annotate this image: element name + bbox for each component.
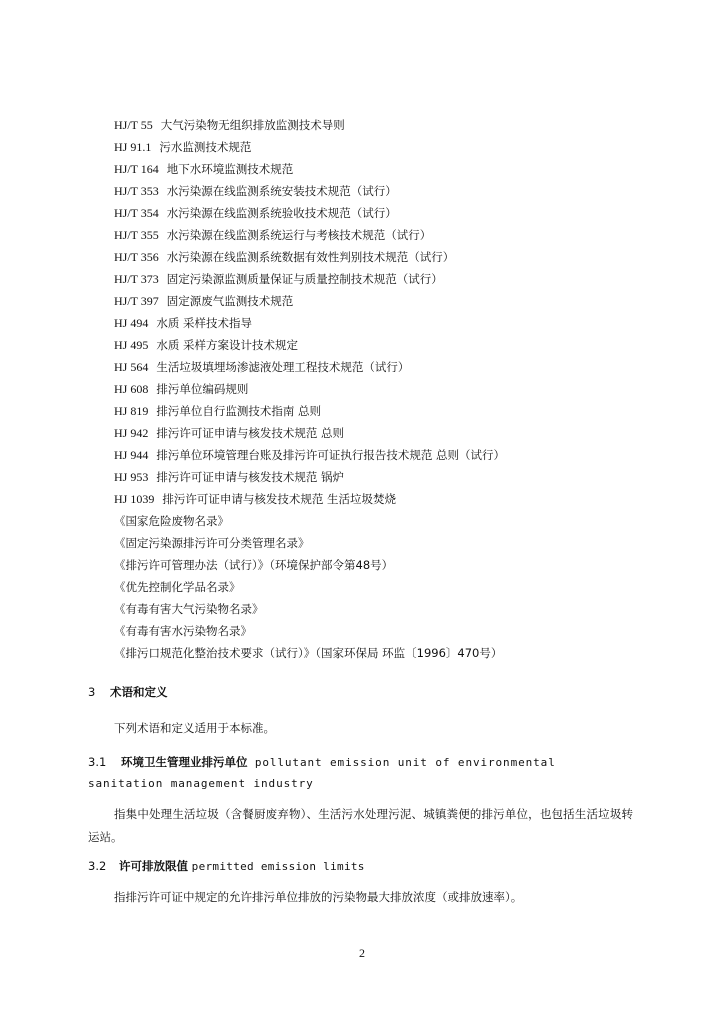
standard-code: HJ/T 373 [114,272,159,286]
term-name-en: pollutant emission unit of environmental sanitation management industry [88,756,556,790]
standard-code: HJ/T 354 [114,206,159,220]
document-title: 《有毒有害大气污染物名录》 [114,602,264,616]
reference-standard-item [114,158,674,180]
reference-document-item [114,554,674,576]
reference-standard-item [114,290,674,312]
standard-code: HJ/T 355 [114,228,159,242]
reference-standard-item [114,312,674,334]
term-name-zh: 许可排放限值 [119,859,188,873]
reference-standard-item [114,268,674,290]
standard-title: 排污单位编码规则 [156,382,249,396]
standard-code: HJ 495 [114,338,149,352]
term-number: 3.1 [88,755,107,769]
document-title: 《国家危险废物名录》 [114,514,229,528]
reference-standard-item [114,246,674,268]
standard-code: HJ/T 397 [114,294,159,308]
reference-document-item [114,532,674,554]
section-intro: 下列术语和定义适用于本标准。 [114,721,275,735]
term-3-2-definition: 指排污许可证中规定的允许排污单位排放的污染物最大排放浓度（或排放速率）。 [114,890,523,904]
standard-title: 水质 采样方案设计技术规定 [156,338,298,352]
standard-title: 地下水环境监测技术规范 [166,162,294,176]
document-title: 《排污口规范化整治技术要求（试行）》（国家环保局 环监〔1996〕470号） [114,646,503,660]
reference-standard-item [114,356,674,378]
standard-title: 水质 采样技术指导 [156,316,252,330]
standard-code: HJ 942 [114,426,149,440]
standard-title: 水污染源在线监测系统验收技术规范（试行） [166,206,397,220]
reference-standard-item [114,334,674,356]
document-title: 《有毒有害水污染物名录》 [114,624,252,638]
reference-standard-item [114,488,674,510]
section-number: 3 [88,685,96,699]
normative-references-list [114,114,674,664]
term-name-zh: 环境卫生管理业排污单位 [121,755,248,769]
standard-title: 水污染源在线监测系统数据有效性判别技术规范（试行） [166,250,455,264]
standard-title: 固定源废气监测技术规范 [166,294,294,308]
term-name-en: permitted emission limits [191,860,365,873]
standard-title: 排污单位环境管理台账及排污许可证执行报告技术规范 总则（试行） [156,448,505,462]
term-number: 3.2 [88,859,107,873]
reference-standard-item [114,422,674,444]
reference-document-item [114,510,674,532]
standard-title: 生活垃圾填埋场渗滤液处理工程技术规范（试行） [156,360,410,374]
reference-standard-item [114,378,674,400]
standard-title: 固定污染源监测质量保证与质量控制技术规范（试行） [166,272,443,286]
section-title: 术语和定义 [110,685,168,699]
standard-code: HJ 819 [114,404,149,418]
term-3-2-heading [88,856,633,877]
document-title: 《优先控制化学品名录》 [114,580,241,594]
standard-title: 排污许可证申请与核发技术规范 总则 [156,426,344,440]
reference-standard-item [114,400,674,422]
reference-standard-item [114,466,674,488]
reference-standard-item [114,202,674,224]
section-heading [88,682,633,702]
document-title: 《排污许可管理办法（试行）》（环境保护部令第48号） [114,558,394,572]
term-3-1-heading [88,752,633,794]
reference-standard-item [114,114,674,136]
page-number: 2 [359,946,365,960]
standard-code: HJ 944 [114,448,149,462]
standard-code: HJ/T 55 [114,118,153,132]
reference-standard-item [114,136,674,158]
standard-title: 大气污染物无组织排放监测技术导则 [160,118,345,132]
reference-standard-item [114,180,674,202]
term-3-1-definition: 指集中处理生活垃圾（含餐厨废弃物）、生活污水处理污泥、城镇粪便的排污单位，也包括生活垃圾转运站。 [88,807,633,844]
reference-document-item [114,620,674,642]
reference-document-item [114,598,674,620]
standard-title: 污水监测技术规范 [159,140,252,154]
reference-standard-item [114,444,674,466]
standard-title: 排污许可证申请与核发技术规范 生活垃圾焚烧 [162,492,396,506]
standard-code: HJ/T 164 [114,162,159,176]
standard-code: HJ 1039 [114,492,155,506]
document-title: 《固定污染源排污许可分类管理名录》 [114,536,310,550]
standard-code: HJ 494 [114,316,149,330]
standard-code: HJ 953 [114,470,149,484]
standard-code: HJ 91.1 [114,140,152,154]
reference-document-item [114,576,674,598]
standard-code: HJ/T 353 [114,184,159,198]
standard-title: 排污许可证申请与核发技术规范 锅炉 [156,470,344,484]
standard-title: 排污单位自行监测技术指南 总则 [156,404,321,418]
standard-title: 水污染源在线监测系统安装技术规范（试行） [166,184,397,198]
standard-code: HJ/T 356 [114,250,159,264]
standard-title: 水污染源在线监测系统运行与考核技术规范（试行） [166,228,432,242]
reference-document-item [114,642,674,664]
standard-code: HJ 608 [114,382,149,396]
reference-standard-item [114,224,674,246]
standard-code: HJ 564 [114,360,149,374]
